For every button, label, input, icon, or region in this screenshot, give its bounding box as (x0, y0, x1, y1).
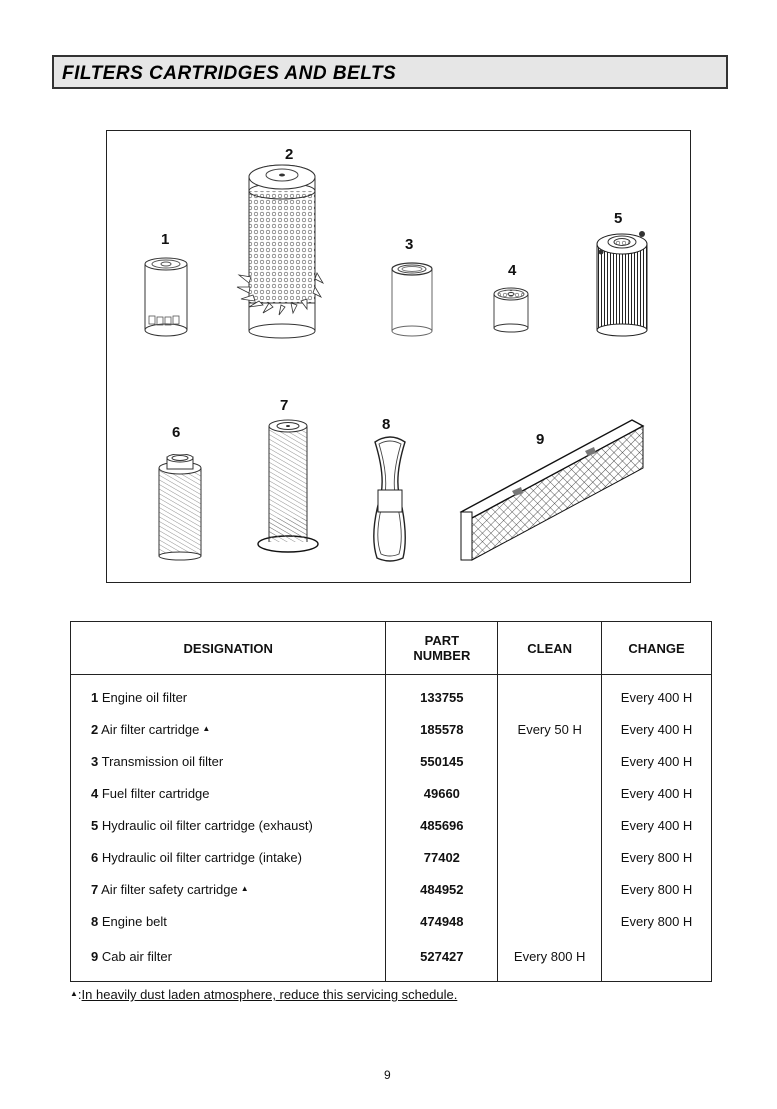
designation-text: Engine belt (101, 913, 167, 929)
part-number-cell: 77402 (386, 841, 498, 873)
header-part-number-line2: NUMBER (413, 648, 471, 663)
table-row (71, 713, 712, 745)
item-number: 2 (91, 721, 99, 737)
table-row (71, 841, 712, 873)
part-number-cell: 485696 (386, 809, 498, 841)
designation-cell (71, 745, 386, 777)
dust-warning-marker: ▲ (202, 723, 211, 733)
air-filter-cartridge-icon (235, 163, 333, 341)
cab-air-filter-icon (457, 414, 647, 562)
clean-interval-cell (498, 777, 602, 809)
clean-interval-cell (498, 873, 602, 905)
section-title-bar (52, 55, 728, 89)
page-number: 9 (384, 1068, 391, 1082)
hydraulic-exhaust-filter-icon (591, 228, 653, 340)
change-interval-cell: Every 400 H (602, 777, 712, 809)
header-part-number-line1: PART (424, 633, 460, 648)
designation-text: Hydraulic oil filter cartridge (exhaust) (101, 817, 313, 833)
part-number-cell: 474948 (386, 905, 498, 937)
designation-text: Air filter cartridge (101, 721, 200, 737)
item-number: 7 (91, 881, 99, 897)
item-number: 3 (91, 753, 99, 769)
section-title: FILTERS CARTRIDGES AND BELTS (62, 63, 397, 84)
designation-text: Engine oil filter (101, 689, 188, 705)
part-number-cell: 550145 (386, 745, 498, 777)
designation-cell (71, 809, 386, 841)
engine-belt-icon (365, 434, 415, 564)
footnote-marker: ▲ (70, 989, 78, 998)
air-filter-safety-cartridge-icon (257, 418, 321, 558)
table-row (71, 809, 712, 841)
table-row (71, 675, 712, 714)
designation-text: Fuel filter cartridge (101, 785, 210, 801)
callout-9: 9 (536, 431, 545, 448)
footnote (70, 987, 457, 1002)
part-number-cell: 49660 (386, 777, 498, 809)
designation-text: Transmission oil filter (101, 753, 224, 769)
header-part-number (386, 622, 498, 675)
footnote-separator: : (77, 987, 82, 1002)
item-number: 1 (91, 689, 99, 705)
callout-2: 2 (285, 146, 294, 163)
clean-interval-cell (498, 905, 602, 937)
parts-table (70, 621, 712, 982)
transmission-oil-filter-icon (388, 259, 438, 339)
callout-5: 5 (614, 210, 623, 227)
table-row (71, 745, 712, 777)
clean-interval-cell (498, 809, 602, 841)
table-row (71, 777, 712, 809)
callout-4: 4 (508, 262, 517, 279)
clean-interval-cell: Every 800 H (498, 937, 602, 982)
engine-oil-filter-icon (141, 256, 191, 338)
part-number-cell: 133755 (386, 675, 498, 714)
change-interval-cell: Every 400 H (602, 713, 712, 745)
designation-text: Cab air filter (101, 948, 172, 964)
callout-3: 3 (405, 236, 414, 253)
change-interval-cell: Every 800 H (602, 905, 712, 937)
clean-interval-cell (498, 841, 602, 873)
item-number: 5 (91, 817, 99, 833)
parts-illustration (106, 130, 691, 583)
change-interval-cell: Every 800 H (602, 841, 712, 873)
clean-interval-cell (498, 745, 602, 777)
designation-cell (71, 873, 386, 905)
clean-interval-cell: Every 50 H (498, 713, 602, 745)
part-number-cell: 527427 (386, 937, 498, 982)
header-clean: CLEAN (498, 622, 602, 675)
header-change: CHANGE (602, 622, 712, 675)
part-number-cell: 484952 (386, 873, 498, 905)
item-number: 4 (91, 785, 99, 801)
item-number: 6 (91, 849, 99, 865)
change-interval-cell: Every 400 H (602, 675, 712, 714)
clean-interval-cell (498, 675, 602, 714)
table-header-row (71, 622, 712, 675)
callout-7: 7 (280, 397, 289, 414)
callout-8: 8 (382, 416, 391, 433)
designation-cell (71, 713, 386, 745)
designation-cell (71, 675, 386, 714)
item-number: 8 (91, 913, 99, 929)
designation-text: Air filter safety cartridge (101, 881, 238, 897)
table-row (71, 937, 712, 982)
fuel-filter-cartridge-icon (490, 286, 534, 336)
table-row (71, 905, 712, 937)
part-number-cell: 185578 (386, 713, 498, 745)
designation-cell (71, 905, 386, 937)
designation-text: Hydraulic oil filter cartridge (intake) (101, 849, 302, 865)
change-interval-cell: Every 400 H (602, 745, 712, 777)
callout-6: 6 (172, 424, 181, 441)
hydraulic-intake-filter-icon (155, 454, 205, 562)
table-row (71, 873, 712, 905)
designation-cell (71, 937, 386, 982)
item-number: 9 (91, 948, 99, 964)
footnote-text: In heavily dust laden atmosphere, reduce this servicing schedule. (81, 987, 458, 1002)
callout-1: 1 (161, 231, 170, 248)
designation-cell (71, 841, 386, 873)
change-interval-cell (602, 937, 712, 982)
dust-warning-marker: ▲ (240, 883, 249, 893)
change-interval-cell: Every 800 H (602, 873, 712, 905)
change-interval-cell: Every 400 H (602, 809, 712, 841)
header-designation: DESIGNATION (71, 622, 386, 675)
designation-cell (71, 777, 386, 809)
